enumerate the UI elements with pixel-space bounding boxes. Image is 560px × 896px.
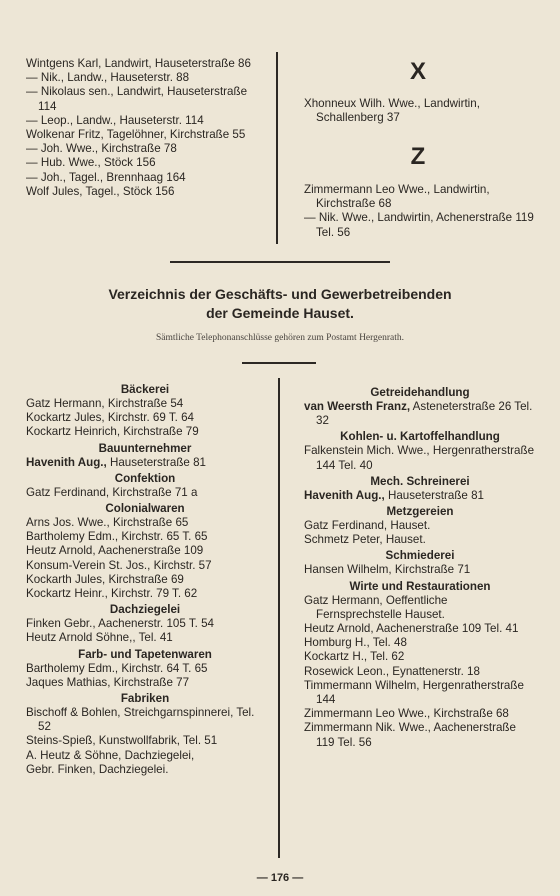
business-details: Schmetz Peter, Hauset. [304, 533, 426, 547]
bottom-column-divider [278, 378, 280, 858]
business-entry [304, 533, 536, 547]
business-entry [304, 707, 536, 721]
business-details: Heutz Arnold Söhne,, Tel. 41 [26, 631, 173, 645]
business-entry [26, 411, 264, 425]
section-divider [170, 261, 390, 263]
category-heading: Mech. Schreinerei [370, 474, 470, 488]
business-details: Gatz Hermann, Oeffentliche Fernsprechstelle Hauset. [304, 593, 448, 621]
business-entry [26, 544, 264, 558]
business-details: Heutz Arnold, Aachenerstraße 109 [26, 544, 204, 558]
letter-x-heading: X [409, 58, 426, 85]
business-details: Bartholemy Edm., Kirchstr. 64 T. 65 [26, 661, 208, 675]
business-entry [304, 650, 536, 664]
business-details: Kockartz H., Tel. 62 [304, 650, 405, 664]
resident-entry: Xhonneux Wilh. Wwe., Landwirtin, Schallenberg 37 [304, 97, 480, 125]
business-entry [26, 734, 264, 748]
business-details: Jaques Mathias, Kirchstraße 77 [26, 675, 190, 689]
category-heading: Metzgereien [386, 505, 454, 519]
z-entries [304, 183, 536, 240]
directory-subheading: Sämtliche Telephonanschlüsse gehören zum Postamt Hergenrath. [155, 333, 405, 343]
category-heading: Bäckerei [120, 383, 170, 396]
category-heading: Fabriken [120, 692, 170, 706]
business-details: Zimmermann Leo Wwe., Kirchstraße 68 [304, 707, 509, 721]
business-details: Asteneterstraße 26 Tel. 32 [316, 400, 533, 428]
business-entry [26, 676, 264, 690]
resident-entry: Zimmermann Leo Wwe., Landwirtin, Kirchstraße 68 [304, 183, 490, 211]
business-entry [26, 763, 264, 777]
business-details: Heutz Arnold, Aachenerstraße 109 Tel. 41 [304, 622, 519, 636]
business-details: Gebr. Finken, Dachziegelei. [26, 762, 169, 776]
business-details: Falkenstein Mich. Wwe., Hergenratherstraße 144 Tel. 40 [304, 444, 535, 472]
business-entry [26, 749, 264, 763]
business-entry [304, 636, 536, 650]
business-details: Zimmermann Nik. Wwe., Aachenerstraße 119 Tel. 56 [304, 721, 516, 749]
top-left-column [26, 57, 262, 199]
business-entry [26, 617, 264, 631]
business-entry [304, 594, 536, 622]
resident-entry: — Leop., Landw., Hauseterstr. 114 [26, 113, 204, 127]
business-details: Kockartz Jules, Kirchstr. 69 T. 64 [26, 411, 194, 425]
business-details: Hauseterstraße 81 [106, 455, 206, 469]
business-details: Bartholemy Edm., Kirchstr. 65 T. 65 [26, 530, 208, 544]
business-details: Timmermann Wilhelm, Hergenratherstraße 144 [304, 678, 524, 707]
business-entry [304, 665, 536, 679]
category-heading: Bauunternehmer [98, 441, 192, 455]
business-entry [304, 721, 536, 749]
resident-entry: — Nik. Wwe., Landwirtin, Achenerstraße 119 Tel. 56 [304, 211, 534, 239]
category-heading: Wirte und Restaurationen [349, 579, 491, 593]
category-heading: Dachziegelei [109, 603, 181, 617]
category-heading: Confektion [114, 471, 176, 485]
business-entry [304, 563, 536, 577]
business-entry [26, 662, 264, 676]
business-details: Steins-Spieß, Kunstwollfabrik, Tel. 51 [26, 734, 218, 748]
business-entry [26, 425, 264, 439]
business-entry [26, 706, 264, 734]
business-entry [304, 622, 536, 636]
business-entry [26, 486, 264, 500]
business-details: Kockarth Jules, Kirchstraße 69 [26, 572, 184, 586]
business-details: Gatz Ferdinand, Kirchstraße 71 a [26, 485, 198, 499]
business-details: Homburg H., Tel. 48 [304, 636, 407, 650]
category-heading: Colonialwaren [105, 502, 185, 516]
business-details: A. Heutz & Söhne, Dachziegelei, [26, 748, 195, 762]
category-heading: Kohlen- u. Kartoffelhandlung [340, 430, 500, 444]
business-entry [26, 530, 264, 544]
business-details: Arns Jos. Wwe., Kirchstraße 65 [26, 516, 189, 530]
business-details: Gatz Hermann, Kirchstraße 54 [26, 397, 184, 410]
directory-heading-line2: der Gemeinde Hauset. [206, 305, 354, 321]
business-details: Hansen Wilhelm, Kirchstraße 71 [304, 563, 471, 577]
resident-entry: Wolkenar Fritz, Tagelöhner, Kirchstraße 55 [26, 128, 246, 142]
business-details: Rosewick Leon., Eynattenerstr. 18 [304, 664, 480, 678]
business-right-column [304, 384, 536, 750]
business-details: Hauseterstraße 81 [384, 488, 484, 502]
business-name: Havenith Aug., [26, 455, 107, 469]
business-name: van Weersth Franz, [304, 400, 411, 413]
business-entry [26, 559, 264, 573]
business-entry [26, 516, 264, 530]
page-number: — 176 — [256, 872, 304, 884]
business-name: Havenith Aug., [304, 488, 385, 502]
resident-entry: — Hub. Wwe., Stöck 156 [26, 156, 156, 170]
business-entry [26, 573, 264, 587]
resident-entry: — Nikolaus sen., Landwirt, Hauseterstraße 114 [26, 85, 248, 113]
business-details: Bischoff & Bohlen, Streichgarnspinnerei, Tel. 52 [26, 706, 255, 734]
category-heading: Getreidehandlung [370, 386, 470, 399]
top-column-divider [276, 52, 278, 244]
business-entry [304, 400, 536, 428]
x-entries [304, 97, 536, 125]
business-left-column [26, 381, 264, 777]
business-details: Gatz Ferdinand, Hauset. [304, 519, 431, 533]
resident-entry: — Joh. Wwe., Kirchstraße 78 [26, 142, 177, 156]
business-entry [26, 456, 264, 470]
resident-entry: Wolf Jules, Tagel., Stöck 156 [26, 184, 175, 198]
business-details: Konsum-Verein St. Jos., Kirchstr. 57 [26, 558, 212, 572]
business-details: Kockartz Heinr., Kirchstr. 79 T. 62 [26, 587, 198, 601]
heading-divider [242, 362, 316, 364]
business-entry [304, 444, 536, 472]
business-details: Finken Gebr., Aachenerstr. 105 T. 54 [26, 617, 214, 631]
business-entry [304, 519, 536, 533]
business-entry [26, 587, 264, 601]
business-entry [304, 489, 536, 503]
category-heading: Farb- und Tapetenwaren [78, 647, 212, 661]
resident-entry: — Nik., Landw., Hauseterstr. 88 [26, 71, 190, 85]
business-entry [26, 397, 264, 411]
category-heading: Schmiederei [385, 549, 455, 563]
business-entry [304, 679, 536, 707]
resident-entry: — Joh., Tagel., Brennhaag 164 [26, 170, 186, 184]
directory-heading-line1: Verzeichnis der Geschäfts- und Gewerbetreibenden [108, 286, 452, 302]
resident-entry: Wintgens Karl, Landwirt, Hauseterstraße 86 [26, 57, 251, 70]
business-entry [26, 631, 264, 645]
letter-z-heading: Z [410, 143, 426, 170]
business-details: Kockartz Heinrich, Kirchstraße 79 [26, 425, 199, 439]
